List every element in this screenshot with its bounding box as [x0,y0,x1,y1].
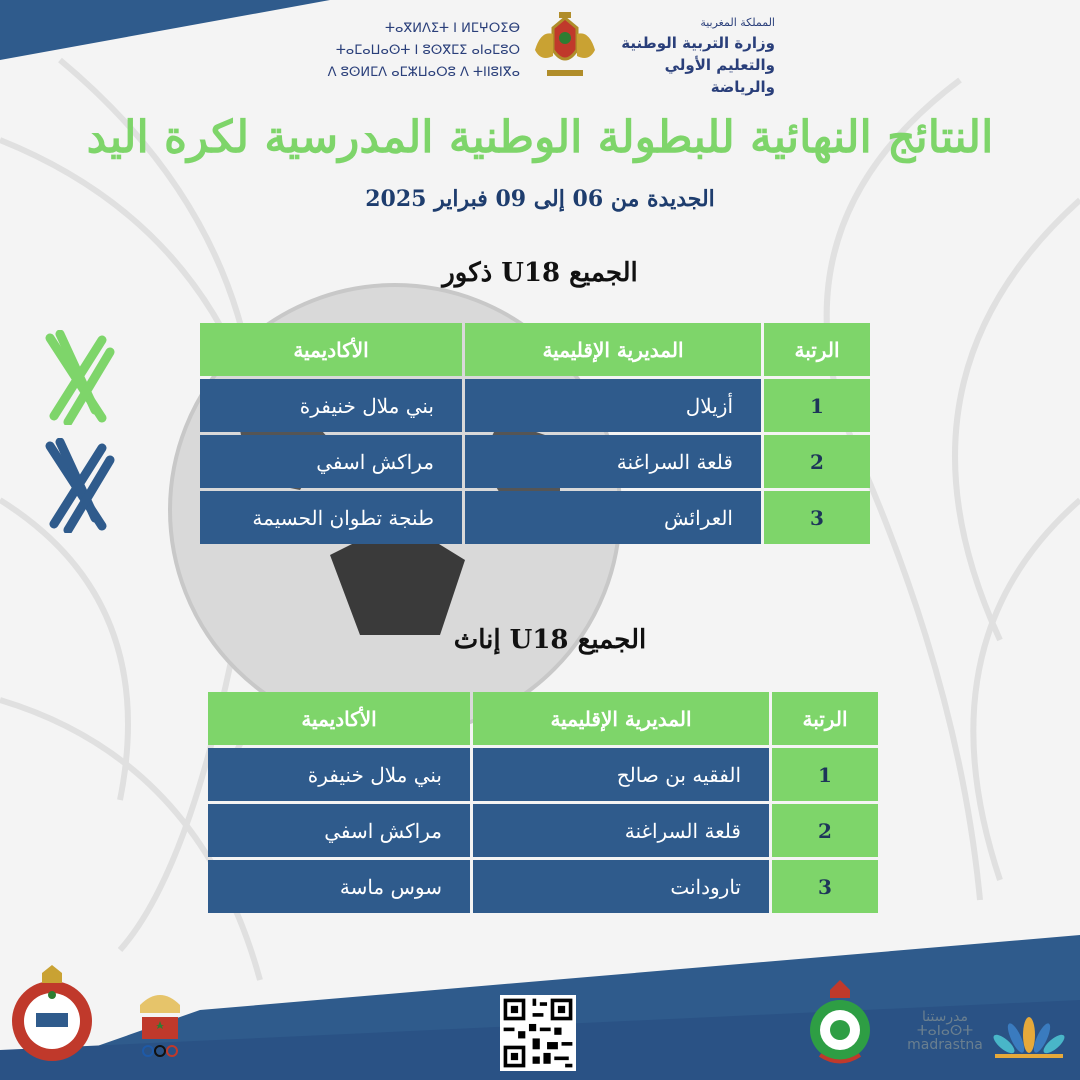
arabic-line: وزارة التربية الوطنية [621,34,775,52]
arabic-line: المملكة المغربية [700,16,775,29]
ministry-name-arabic [600,14,775,98]
tifinagh-line: ⴷ ⵓⵙⵍⵎⴷ ⴰⵎⵣⵡⴰⵔⵓ ⴷ ⵜⵏⵏⵓⵏⴳⴰ [327,65,520,80]
madrastna-lotus-icon [990,1000,1068,1060]
ministry-name-tifinagh [300,18,520,84]
girls-results-table [205,689,881,916]
madrastna-arabic: مدرستنا [921,1009,969,1025]
academy-cell: مراكش اسفي [208,804,470,857]
rank-cell: 3 [764,491,870,544]
boys-results-table [197,320,873,547]
table-header-row [200,323,870,376]
table-header-row [208,692,878,745]
arabic-line: والتعليم الأولي والرياضة [664,56,775,96]
table-row [200,379,870,432]
column-header-rank: الرتبة [772,692,878,745]
rank-cell: 2 [764,435,870,488]
table-row [208,860,878,913]
directorate-cell: الفقيه بن صالح [473,748,769,801]
crest-icon [527,10,603,86]
table-row [208,748,878,801]
academy-cell: طنجة تطوان الحسيمة [200,491,462,544]
boys-section-title: الجميع U18 ذكور [442,258,638,288]
table-row [200,435,870,488]
academy-cell: بني ملال خنيفرة [200,379,462,432]
table-row [200,491,870,544]
madrastna-tifinagh: ⵜⴰⵏⴰⵙⵜ [916,1023,974,1039]
rank-cell: 1 [772,748,878,801]
column-header-directorate: المديرية الإقليمية [473,692,769,745]
page-subtitle: الجديدة من 06 إلى 09 فبراير 2025 [365,186,715,212]
table-row [208,804,878,857]
rank-cell: 2 [772,804,878,857]
madrastna-latin: madrastna [907,1037,983,1053]
school-sports-federation-logo [6,965,98,1070]
madrastna-logo-text [905,1010,985,1052]
column-header-directorate: المديرية الإقليمية [465,323,761,376]
academy-cell: مراكش اسفي [200,435,462,488]
academy-cell: سوس ماسة [208,860,470,913]
directorate-cell: قلعة السراغنة [465,435,761,488]
column-header-rank: الرتبة [764,323,870,376]
olympic-committee-logo [130,985,190,1065]
directorate-cell: أزيلال [465,379,761,432]
directorate-cell: تارودانت [473,860,769,913]
green-cross-icon [40,330,115,425]
column-header-academy: الأكاديمية [200,323,462,376]
girls-section-title: الجميع U18 إناث [453,625,647,655]
tifinagh-line: ⵜⴰⴳⵍⴷⵉⵜ ⵏ ⵍⵎⵖⵔⵉⴱ [384,21,520,36]
rank-cell: 1 [764,379,870,432]
page-title: النتائج النهائية للبطولة الوطنية المدرسية لكرة اليد [86,112,994,163]
column-header-academy: الأكاديمية [208,692,470,745]
handball-federation-logo [805,980,875,1065]
qr-code-icon[interactable] [500,995,576,1071]
blue-cross-icon [40,438,115,533]
rank-cell: 3 [772,860,878,913]
academy-cell: بني ملال خنيفرة [208,748,470,801]
tifinagh-line: ⵜⴰⵎⴰⵡⴰⵙⵜ ⵏ ⵓⵙⴳⵎⵉ ⴰⵏⴰⵎⵓⵔ [335,43,520,58]
directorate-cell: العرائش [465,491,761,544]
directorate-cell: قلعة السراغنة [473,804,769,857]
